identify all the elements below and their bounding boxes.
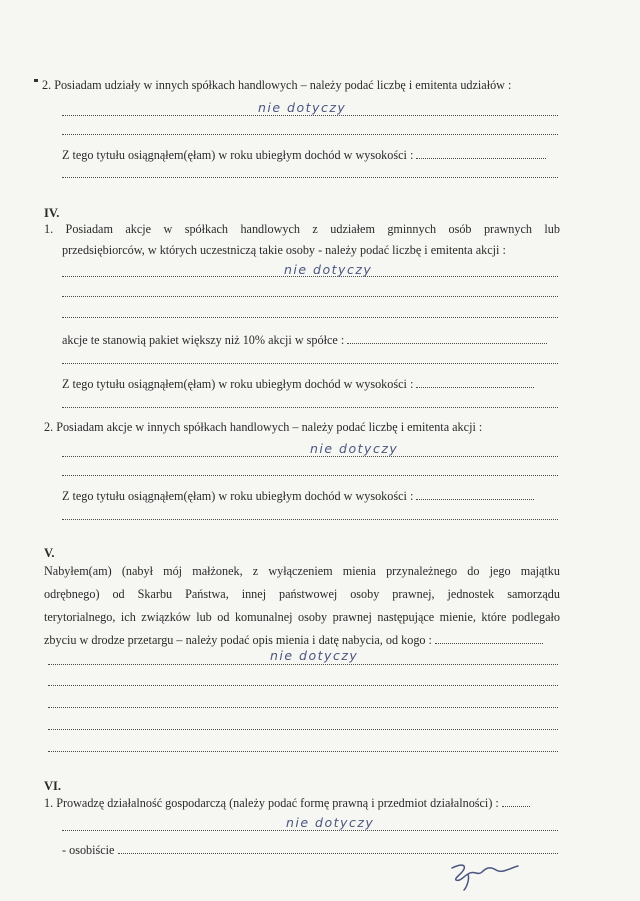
s5-line6 [48,684,558,686]
s4-item2-line2 [62,474,558,476]
s4-item2-line3 [62,518,558,520]
s5-line8 [48,728,558,730]
s5-line9 [48,750,558,752]
s3-item2-income: Z tego tytułu osiągnąłem(ęłam) w roku ubiegłym dochód w wysokości : [62,148,546,163]
s5-line7 [48,706,558,708]
s4-item1-income: Z tego tytułu osiągnąłem(ęłam) w roku ubiegłym dochód w wysokości : [62,377,534,392]
s3-item2-text: 2. Posiadam udziały w innych spółkach handlowych – należy podać liczbę i emitenta udziałów : [42,78,512,92]
s4-item2-income: Z tego tytułu osiągnąłem(ęłam) w roku ubiegłym dochód w wysokości : [62,489,534,504]
s5-line4: zbyciu w drodze przetargu – należy podać opis mienia i datę nabycia, od kogo : [44,633,543,648]
s3-item2-answer: nie dotyczy [258,100,347,115]
s4-item2-text: 2. Posiadam akcje w innych spółkach handlowych – należy podać liczbę i emitenta akcji : [44,420,483,434]
s4-item2-answer: nie dotyczy [310,441,399,456]
s4-item1-line2: przedsiębiorców, w których uczestniczą takie osoby - należy podać liczbę i emitenta akcji : [62,243,506,257]
s6-item1-answer: nie dotyczy [286,815,375,830]
s6-heading: VI. [44,779,62,793]
s4-item1-line4 [62,295,558,297]
s3-item2-line2 [62,133,558,135]
s4-item1-line1: 1. Posiadam akcje w spółkach handlowych z udziałem gminnych osób prawnych lub [44,222,560,236]
s5-line3: terytorialnego, ich związków lub od komunalnej osoby prawnej następujące mienie, które podlegało [44,610,560,624]
s6-personal: - osobiście [62,843,558,858]
s5-line1: Nabyłem(am) (nabył mój małżonek, z wyłączeniem mienia przynależnego do jego majątku [44,564,560,578]
s4-item1-line5 [62,316,558,318]
s5-heading: V. [44,546,55,560]
s4-item1-line6 [62,362,558,364]
s4-heading: IV. [44,206,60,220]
s5-line5 [48,663,558,665]
s5-line2: odrębnego) od Skarbu Państwa, innej państwowej osoby prawnej, jednostek samorządu [44,587,560,601]
s4-item1-line7 [62,406,558,408]
s3-item2-line3 [62,176,558,178]
handwritten-initials-signature [446,856,526,892]
s4-item1-packet: akcje te stanowią pakiet większy niż 10% akcji w spółce : [62,333,547,348]
s6-item1-text: 1. Prowadzę działalność gospodarczą (należy podać formę prawną i przedmiot działalności) : [44,796,530,811]
scan-mark [34,79,38,82]
s5-answer: nie dotyczy [270,648,359,663]
s4-item1-answer: nie dotyczy [284,262,373,277]
